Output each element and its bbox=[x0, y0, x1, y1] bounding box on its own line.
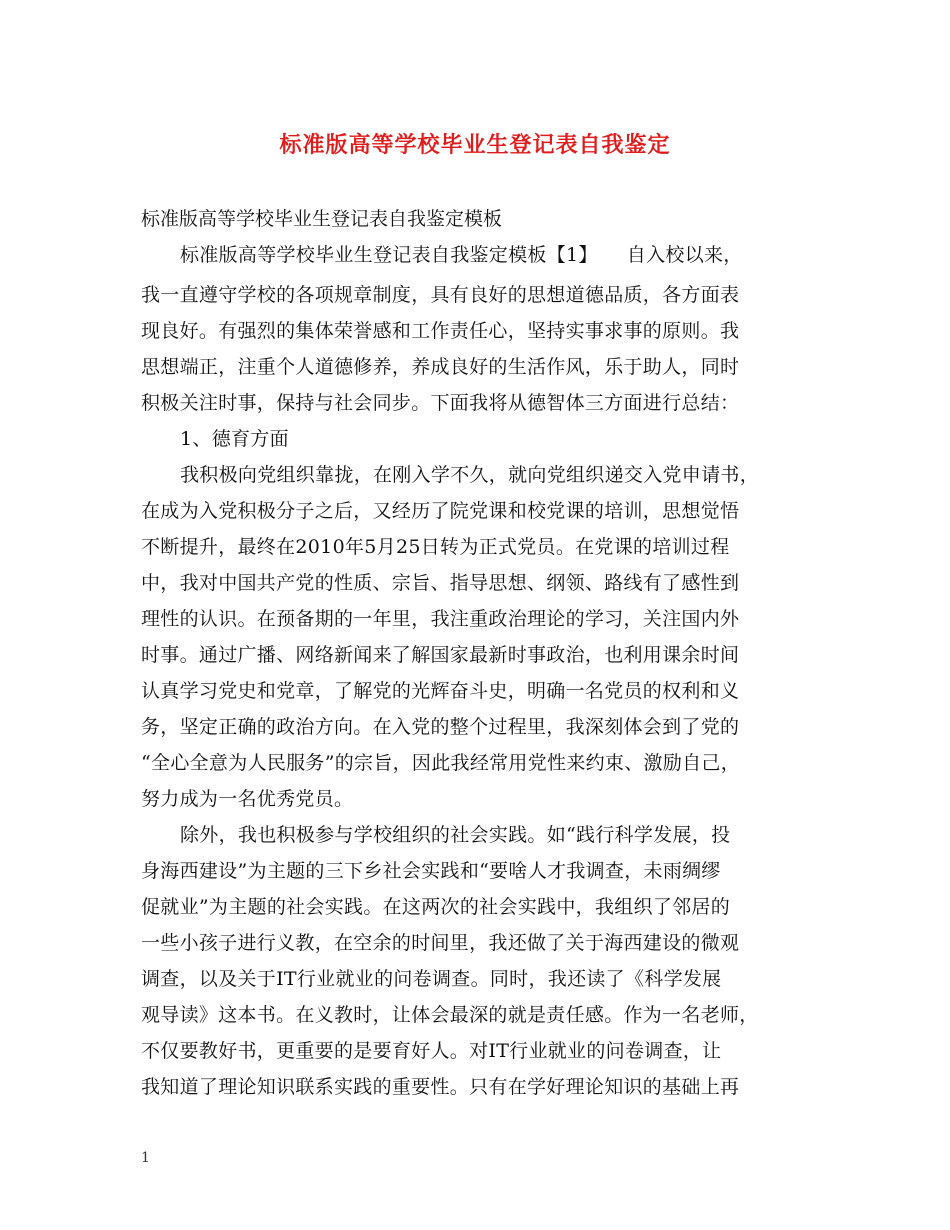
body-line: 我知道了理论知识联系实践的重要性。只有在学好理论知识的基础上再 bbox=[141, 1076, 740, 1098]
body-line: 不断提升，最终在2010年5月25日转为正式党员。在党课的培训过程 bbox=[141, 536, 730, 558]
body-line: 促就业”为主题的社会实践。在这两次的社会实践中，我组织了邻居的 bbox=[141, 896, 731, 918]
body-line: 我一直遵守学校的各项规章制度，具有良好的思想道德品质，各方面表 bbox=[141, 284, 740, 306]
body-line: 不仅要教好书，更重要的是要育好人。对IT行业就业的问卷调查，让 bbox=[141, 1040, 722, 1062]
body-line: 调查，以及关于IT行业就业的问卷调查。同时，我还读了《科学发展 bbox=[141, 968, 722, 990]
body-line: 认真学习党史和党章，了解党的光辉奋斗史，明确一名党员的权利和义 bbox=[141, 680, 740, 702]
body-line: 务，坚定正确的政治方向。在入党的整个过程里，我深刻体会到了党的 bbox=[141, 716, 740, 738]
body-line: 现良好。有强烈的集体荣誉感和工作责任心，坚持实事求事的原则。我 bbox=[141, 320, 740, 342]
body-line: 思想端正，注重个人道德修养，养成良好的生活作风，乐于助人，同时 bbox=[141, 356, 740, 378]
body-line: 一些小孩子进行义教，在空余的时间里，我还做了关于海西建设的微观 bbox=[141, 932, 740, 954]
body-line: 我积极向党组织靠拢，在刚入学不久，就向党组织递交入党申请书， bbox=[180, 464, 760, 486]
body-line: 身海西建设”为主题的三下乡社会实践和“要啥人才我调查，未雨绸缪 bbox=[141, 860, 721, 882]
page-number: 1 bbox=[141, 1150, 150, 1166]
body-line: 标准版高等学校毕业生登记表自我鉴定模板【1】 自入校以来， bbox=[180, 244, 743, 266]
body-line: 中，我对中国共产党的性质、宗旨、指导思想、纲领、路线有了感性到 bbox=[141, 572, 740, 594]
document-title: 标准版高等学校毕业生登记表自我鉴定 bbox=[279, 132, 671, 158]
section-heading: 1、德育方面 bbox=[180, 428, 289, 450]
body-line: 除外，我也积极参与学校组织的社会实践。如“践行科学发展，投 bbox=[180, 824, 731, 846]
body-line: 时事。通过广播、网络新闻来了解国家最新时事政治，也利用课余时间 bbox=[141, 644, 740, 666]
body-line: 观导读》这本书。在义教时，让体会最深的就是责任感。作为一名老师， bbox=[141, 1004, 759, 1026]
body-line: 努力成为一名优秀党员。 bbox=[141, 788, 354, 810]
document-subtitle: 标准版高等学校毕业生登记表自我鉴定模板 bbox=[141, 208, 503, 230]
body-line: “全心全意为人民服务”的宗旨，因此我经常用党性来约束、激励自己， bbox=[141, 752, 741, 774]
body-line: 积极关注时事，保持与社会同步。下面我将从德智体三方面进行总结： bbox=[141, 392, 740, 414]
body-line: 理性的认识。在预备期的一年里，我注重政治理论的学习，关注国内外 bbox=[141, 608, 740, 630]
body-line: 在成为入党积极分子之后，又经历了院党课和校党课的培训，思想觉悟 bbox=[141, 500, 740, 522]
